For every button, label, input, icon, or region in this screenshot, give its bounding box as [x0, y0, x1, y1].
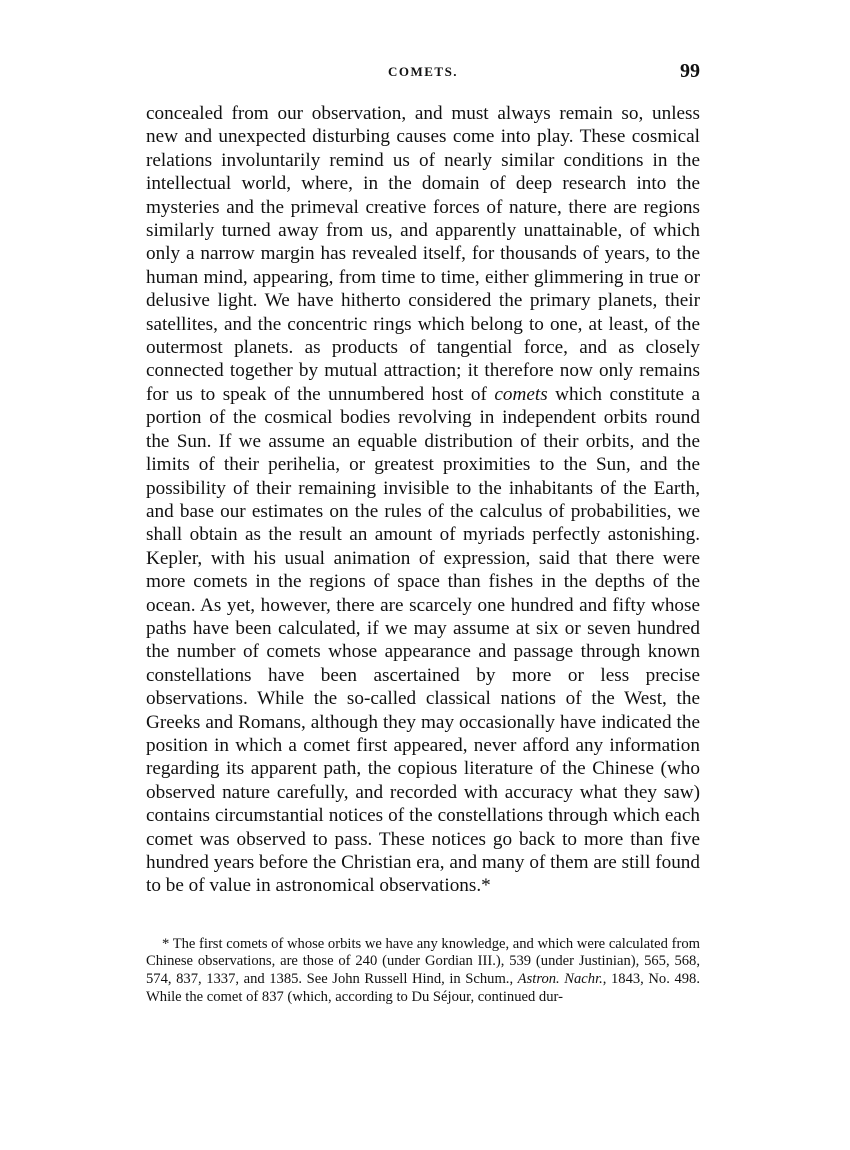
running-head — [146, 62, 700, 88]
footnote — [146, 936, 700, 1006]
page-number: 99 — [680, 60, 700, 82]
book-page — [146, 62, 700, 1021]
footnote-text-part-1: The first comets of whose orbits we have any knowledge, and which were calculated from Chinese observations, are those of 240 (under Gordian III.), 539 (under Justinian), 565, 568, 574, 837, 1337, and 1385. See John Russell Hind, in Schum., — [146, 935, 700, 987]
body-text-part-2: which constitute a portion of the cosmical bodies revolving in independent orbits round the Sun. If we assume an equable distribution of their orbits, and the limits of their perihelia, or greatest proximities to the Sun, and the possibility of their remaining invisible to the inhabitants of the Earth, and base our estimates on the rules of the calculus of probabilities, we shall obtain as the result an amount of myriads perfectly astonishing. Kepler, with his usual animation of expression, said that there were more comets in the regions of space than fishes in the depths of the ocean. As yet, however, there are scarcely one hundred and fifty whose paths have been calculated, if we may assume at six or seven hundred the number of comets whose appearance and passage through known constellations have been ascertained by more or less precise observations. While the so-called classical nations of the West, the Greeks and Romans, although they may occasionally have indicated the position in which a comet first appeared, never afford any information regarding its apparent path, the copious literature of the Chinese (who observed nature carefully, and recorded with accuracy what they saw) contains circumstantial notices of the constellations through which each comet was observed to pass. These notices go back to more than five hundred years before the Christian era, and many of them are still found to be of value in astronomical observations.* — [146, 383, 701, 897]
italic-word-comets: comets — [494, 383, 548, 405]
footnote-italic-reference: Astron. Nachr. — [517, 971, 603, 987]
running-title: COMETS. — [387, 64, 459, 79]
body-paragraph — [146, 102, 700, 898]
footnote-marker: * — [162, 935, 170, 952]
footnote-text-part-2: , 1843, No. 498. While the comet of 837 (which, according to Du Séjour, continued dur- — [146, 971, 700, 1005]
body-text-part-1: concealed from our observation, and must always remain so, unless new and unexpected disturbing causes come into play. These cosmical relations involuntarily remind us of nearly similar conditions in the intellectual world, where, in the domain of deep research into the mysteries and the primeval creative forces of nature, there are regions similarly turned away from us, and apparently unattainable, of which only a narrow margin has revealed itself, for thousands of years, to the human mind, appearing, from time to time, either glimmering in true or delusive light. We have hitherto considered the primary planets, their satellites, and the concentric rings which belong to one, at least, of the outermost planets. as products of tangential force, and as closely connected together by mutual attraction; it therefore now only remains for us to speak of the unnumbered host of — [146, 103, 700, 405]
